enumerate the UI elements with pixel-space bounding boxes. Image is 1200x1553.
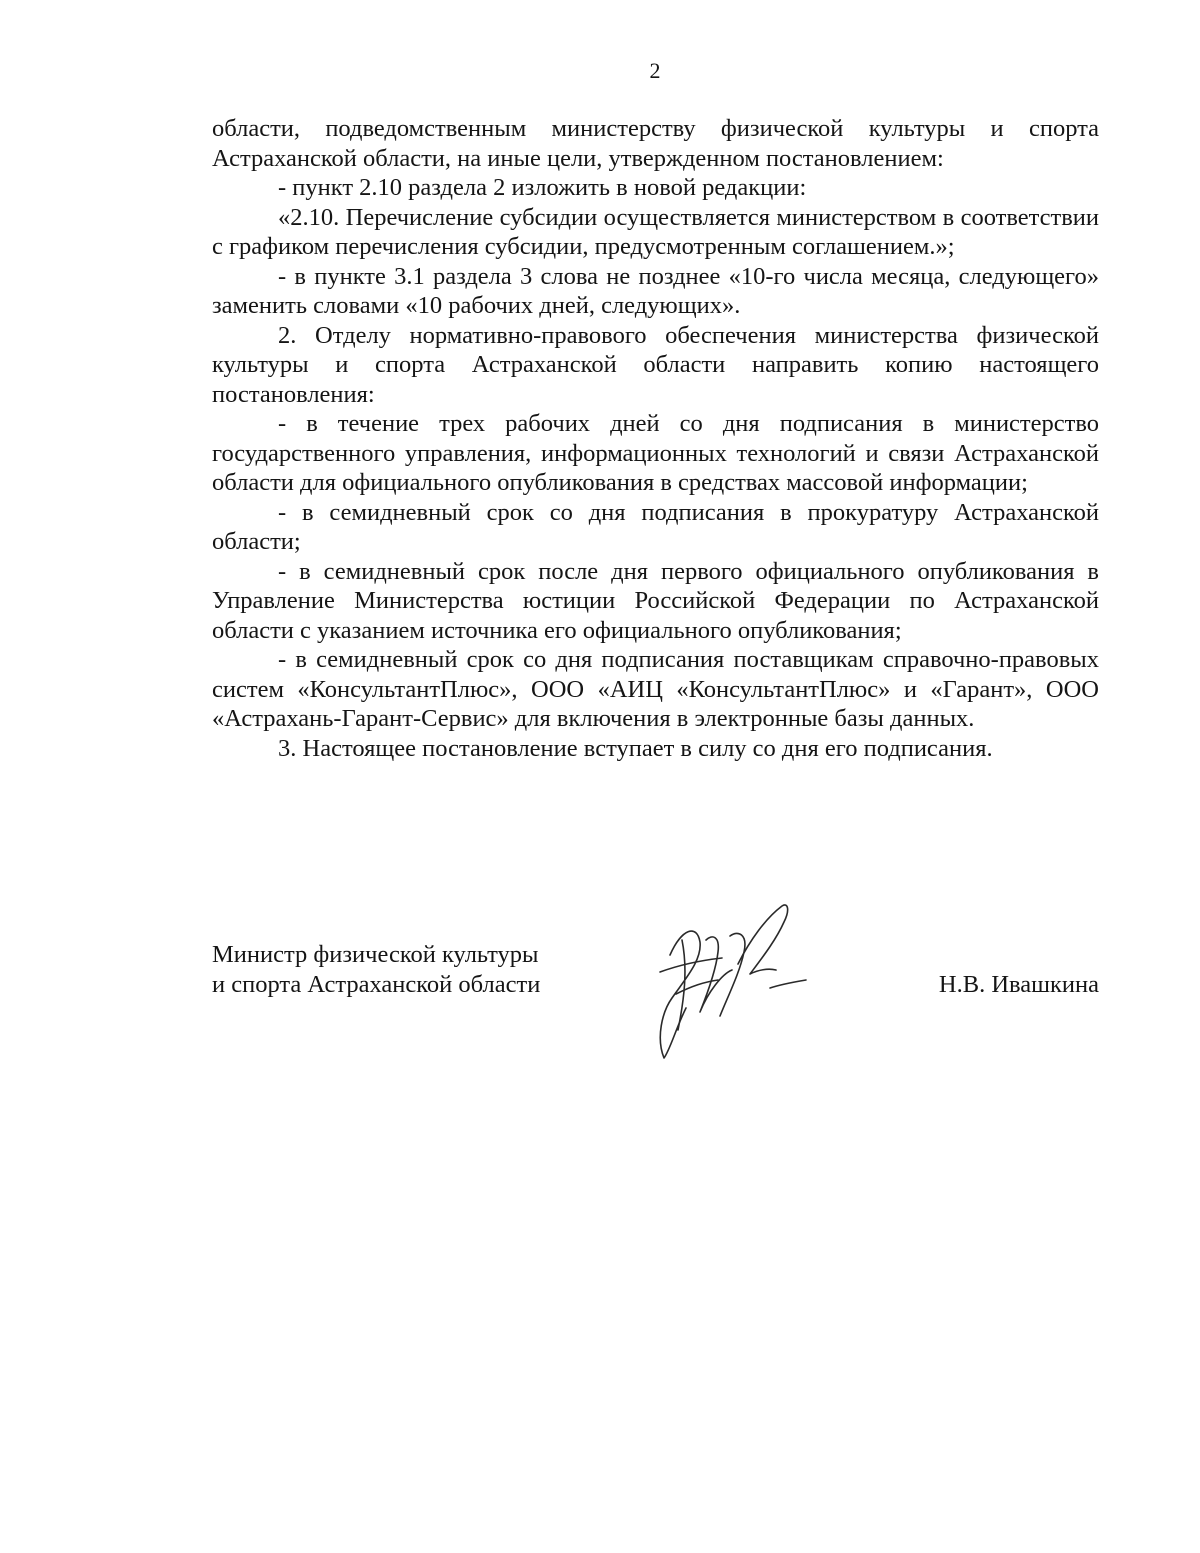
handwritten-signature [642,900,822,1065]
page-number: 2 [649,58,661,83]
paragraph: - пункт 2.10 раздела 2 изложить в новой редакции: [278,174,807,201]
signature-block [212,940,1099,1070]
signer-title-line: Министр физической культуры [212,941,539,968]
paragraph: - в семидневный срок со дня подписания в прокуратуру Астраханской области; [212,498,1099,555]
paragraph: 3. Настоящее постановление вступает в силу со дня его подписания. [278,734,993,762]
paragraph: - в течение трех рабочих дней со дня подписания в министерство государственного управления, информационных технологий и связи Астраханской области для официального опубликования в средствах массовой информации; [212,410,1099,496]
paragraph: - в семидневный срок со дня подписания поставщикам справочно-правовых систем «КонсультантПлюс», ООО «АИЦ «КонсультантПлюс» и «Гарант», ООО «Астрахань-Гарант-Сервис» для включения в электронные базы данных. [212,646,1099,732]
paragraph: 2. Отделу нормативно-правового обеспечения министерства физической культуры и спорта Астраханской области направить копию настоящего постановления: [212,321,1099,408]
paragraph: области, подведомственным министерству физической культуры и спорта Астраханской области, на иные цели, утвержденном постановлением: [212,115,1099,172]
paragraph: - в пункте 3.1 раздела 3 слова не позднее «10-го числа месяца, следующего» заменить словами «10 рабочих дней, следующих». [212,262,1099,319]
signer-name: Н.В. Ивашкина [938,971,1099,998]
signer-title-line: и спорта Астраханской области [212,970,541,998]
document-body [212,114,1099,763]
paragraph: - в семидневный срок после дня первого официального опубликования в Управление Министерства юстиции Российской Федерации по Астраханской области с указанием источника его официального опубликования; [212,557,1099,644]
signer-title [212,940,540,999]
paragraph: «2.10. Перечисление субсидии осуществляется министерством в соответствии с графиком перечисления субсидии, предусмотренным соглашением.»; [212,203,1099,260]
